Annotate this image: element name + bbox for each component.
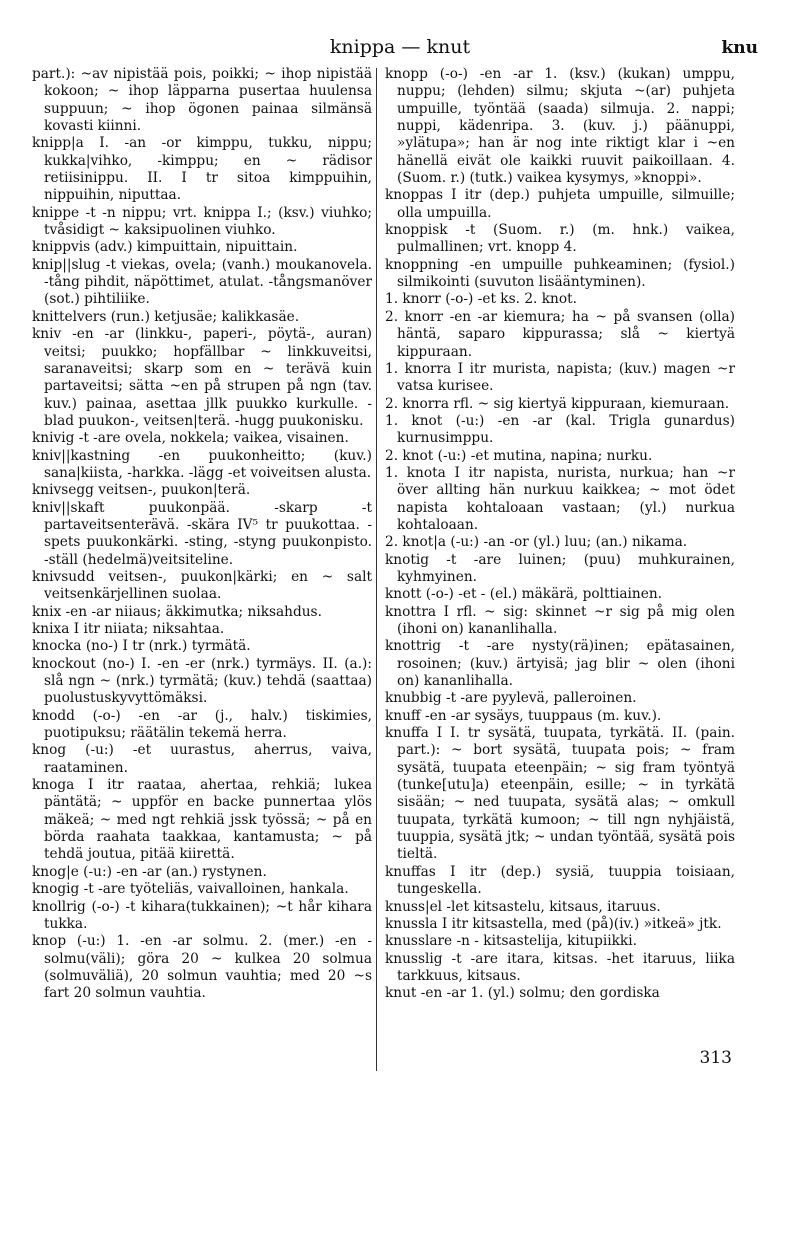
dictionary-entry: knut -en -ar 1. (yl.) solmu; den gordiska bbox=[385, 985, 660, 1002]
dictionary-entry: knockout (no-) I. -en -er (nrk.) tyrmäys. II. (a.): slå ngn ~ (nrk.) tyrmätä; (kuv.) tehdä (saattaa) puolustuskyvyttömäksi. bbox=[32, 655, 372, 707]
dictionary-entry: kniv -en -ar (linkku-, paperi-, pöytä-, auran) veitsi; puukko; hopfällbar ~ linkkuveitsi, saranaveitsi; skarp som en ~ terävä kuin partaveitsi; sätta ~en på strupen på ngn (tav. kuv.) painaa, asettaa jllk puukko kurkulle. -blad puukon-, veitsen|terä. -hugg puukonisku. bbox=[32, 326, 372, 429]
dictionary-entry: part.): ~av nipistää pois, poikki; ~ ihop nipistää kokoon; ~ ihop läpparna pusertaa huulensa suppuun; ~ ihop ögonen painaa silmänsä kovasti kiinni. bbox=[32, 66, 372, 135]
page-header-title: knippa — knut bbox=[329, 36, 471, 58]
dictionary-entry: knoga I itr raataa, ahertaa, rehkiä; lukea päntätä; ~ uppför en backe punnertaa ylös mäkeä; ~ med ngt rehkiä jssk työssä; ~ på en börda raahata taakkaa, kantamusta; ~ på tehdä joutua, pitää kiirettä. bbox=[32, 777, 372, 863]
dictionary-entry: knodd (-o-) -en -ar (j., halv.) tiskimies, puotipuksu; räätälin tekemä herra. bbox=[32, 707, 372, 742]
dictionary-entry: knocka (no-) I tr (nrk.) tyrmätä. bbox=[32, 638, 251, 655]
dictionary-entry: knog (-u:) -et uurastus, aherrus, vaiva, raataminen. bbox=[32, 742, 372, 776]
dictionary-entry: kniv||skaft puukonpää. -skarp -t partaveitsenterävä. -skära IV⁵ tr puukottaa. -spets puukonkärki. -sting, -styng puukonpisto. -ställ (hedelmä)veitsiteline. bbox=[32, 499, 372, 568]
dictionary-entry: knoppning -en umpuille puhkeaminen; (fysiol.) silmikointi (suvuton lisääntyminen). bbox=[385, 256, 735, 291]
dictionary-entry: knivsegg veitsen-, puukon|terä. bbox=[32, 482, 251, 499]
dictionary-entry: knittelvers (run.) ketjusäe; kalikkasäe. bbox=[32, 308, 300, 325]
dictionary-entry: knuffas I itr (dep.) sysiä, tuuppia toisiaan, tungeskella. bbox=[385, 863, 735, 898]
dictionary-entry: knoppisk -t (Suom. r.) (m. hnk.) vaikea, pulmallinen; vrt. knopp 4. bbox=[385, 222, 735, 256]
dictionary-entry: knix -en -ar niiaus; äkkimutka; niksahdus. bbox=[32, 603, 322, 620]
dictionary-entry: knippvis (adv.) kimpuittain, nipuittain. bbox=[32, 239, 298, 256]
dictionary-entry: 1. knota I itr napista, nurista, nurkua; han ~r över allting hän nurkuu kaikkea; ~ mot ödet napista kohtaloaan vastaan; (yl.) nurkua kohtaloaan. bbox=[385, 464, 735, 533]
page-header-guide-word: knu bbox=[721, 38, 758, 58]
dictionary-entry: 2. knot (-u:) -et mutina, napina; nurku. bbox=[385, 447, 653, 464]
dictionary-entry: knoppas I itr (dep.) puhjeta umpuille, silmuille; olla umpuilla. bbox=[385, 187, 735, 221]
column-divider bbox=[376, 68, 377, 1071]
dictionary-entry: knuss|el -let kitsastelu, kitsaus, itaruus. bbox=[385, 898, 661, 915]
right-column bbox=[385, 66, 735, 1003]
dictionary-entry: knipp|a I. -an -or kimppu, tukku, nippu; kukka|vihko, -kimppu; en ~ rädisor retiisinippu. II. I tr sitoa kimppuihin, nippuihin, niputtaa. bbox=[32, 135, 372, 204]
page-number: 313 bbox=[699, 1048, 732, 1068]
dictionary-entry: knivig -t -are ovela, nokkela; vaikea, visainen. bbox=[32, 430, 349, 447]
dictionary-entry: 2. knot|a (-u:) -an -or (yl.) luu; (an.) nikama. bbox=[385, 534, 688, 551]
dictionary-entry: knusslig -t -are itara, kitsas. -het itaruus, liika tarkkuus, kitsaus. bbox=[385, 950, 735, 984]
dictionary-entry: knuff -en -ar sysäys, tuuppaus (m. kuv.). bbox=[385, 707, 662, 724]
dictionary-entry: 1. knorr (-o-) -et ks. 2. knot. bbox=[385, 291, 577, 308]
dictionary-entry: 1. knot (-u:) -en -ar (kal. Trigla gunardus) kurnusimppu. bbox=[385, 412, 735, 447]
dictionary-entry: knixa I itr niiata; niksahtaa. bbox=[32, 621, 225, 637]
dictionary-entry: knivsudd veitsen-, puukon|kärki; en ~ salt veitsenkärjellinen suolaa. bbox=[32, 568, 372, 603]
dictionary-entry: 2. knorr -en -ar kiemura; ha ~ på svansen (olla) häntä, saparo kippurassa; slå ~ kiertyä kippuraan. bbox=[385, 308, 735, 360]
dictionary-entry: knog|e (-u:) -en -ar (an.) rystynen. bbox=[32, 863, 267, 880]
dictionary-entry: knusslare -n - kitsastelija, kitupiikki. bbox=[385, 933, 637, 950]
dictionary-entry: knottra I rfl. ~ sig: skinnet ~r sig på mig olen (ihoni on) kananlihalla. bbox=[385, 603, 735, 637]
dictionary-entry: knip||slug -t viekas, ovela; (vanh.) moukanovela. -tång pihdit, näpöttimet, atulat. -tångsmanöver (sot.) pihtiliike. bbox=[32, 256, 372, 308]
dictionary-entry: knott (-o-) -et - (el.) mäkärä, polttiainen. bbox=[385, 586, 663, 603]
dictionary-entry: kniv||kastning -en puukonheitto; (kuv.) sana|kiista, -harkka. -lägg -et voiveitsen alusta. bbox=[32, 447, 372, 481]
dictionary-entry: knubbig -t -are pyylevä, palleroinen. bbox=[385, 690, 637, 707]
dictionary-entry: knogig -t -are työteliäs, vaivalloinen, hankala. bbox=[32, 881, 349, 898]
left-column bbox=[32, 66, 372, 1003]
dictionary-entry: knollrig (-o-) -t kihara(tukkainen); ~t hår kihara tukka. bbox=[32, 898, 372, 932]
dictionary-entry: knop (-u:) 1. -en -ar solmu. 2. (mer.) -en - solmu(väli); göra 20 ~ kulkea 20 solmua (solmuväliä), 20 solmun vauhtia; med 20 ~s fart 20 solmun vauhtia. bbox=[32, 933, 372, 1002]
dictionary-entry: knottrig -t -are nysty(rä)inen; epätasainen, rosoinen; (kuv.) ärtyisä; jag blir ~ olen (ihoni on) kananlihalla. bbox=[385, 638, 735, 690]
dictionary-entry: 1. knorra I itr murista, napista; (kuv.) magen ~r vatsa kurisee. bbox=[385, 360, 735, 395]
dictionary-entry: knussla I itr kitsastella, med (på)(iv.) »itkeä» jtk. bbox=[385, 915, 722, 932]
dictionary-entry: knippe -t -n nippu; vrt. knippa I.; (ksv.) viuhko; tvåsidigt ~ kaksipuolinen viuhko. bbox=[32, 204, 372, 239]
dictionary-entry: 2. knorra rfl. ~ sig kiertyä kippuraan, kiemuraan. bbox=[385, 395, 730, 412]
dictionary-entry: knopp (-o-) -en -ar 1. (ksv.) (kukan) umppu, nuppu; (lehden) silmu; skjuta ~(ar) puhjeta umpuille, työntää (saada) silmuja. 2. nappi; nuppi, kädenripa. 3. (kuv. j.) päänuppi, »ylätupa»; han är nog inte riktigt klar i ~en hänellä eivät ole kaikki ruuvit paikoillaan. 4. (Suom. r.) (tutk.) vaikea kysymys, »knoppi». bbox=[385, 66, 735, 187]
dictionary-entry: knotig -t -are luinen; (puu) muhkurainen, kyhmyinen. bbox=[385, 551, 735, 585]
dictionary-entry: knuffa I I. tr sysätä, tuupata, tyrkätä. II. (pain. part.): ~ bort sysätä, tuupata pois; ~ fram sysätä, tuupata eteenpäin; ~ sig fram työntyä (tunke[utu]a) eteenpäin, esille; ~ in tyrkätä sisään; ~ ned tuupata, sysätä alas; ~ omkull tuupata, tyrkätä kumoon; ~ till ngn nyhjäistä, tuuppia, sysätä jtk; ~ undan työntää, sysätä pois tieltä. bbox=[385, 725, 735, 863]
